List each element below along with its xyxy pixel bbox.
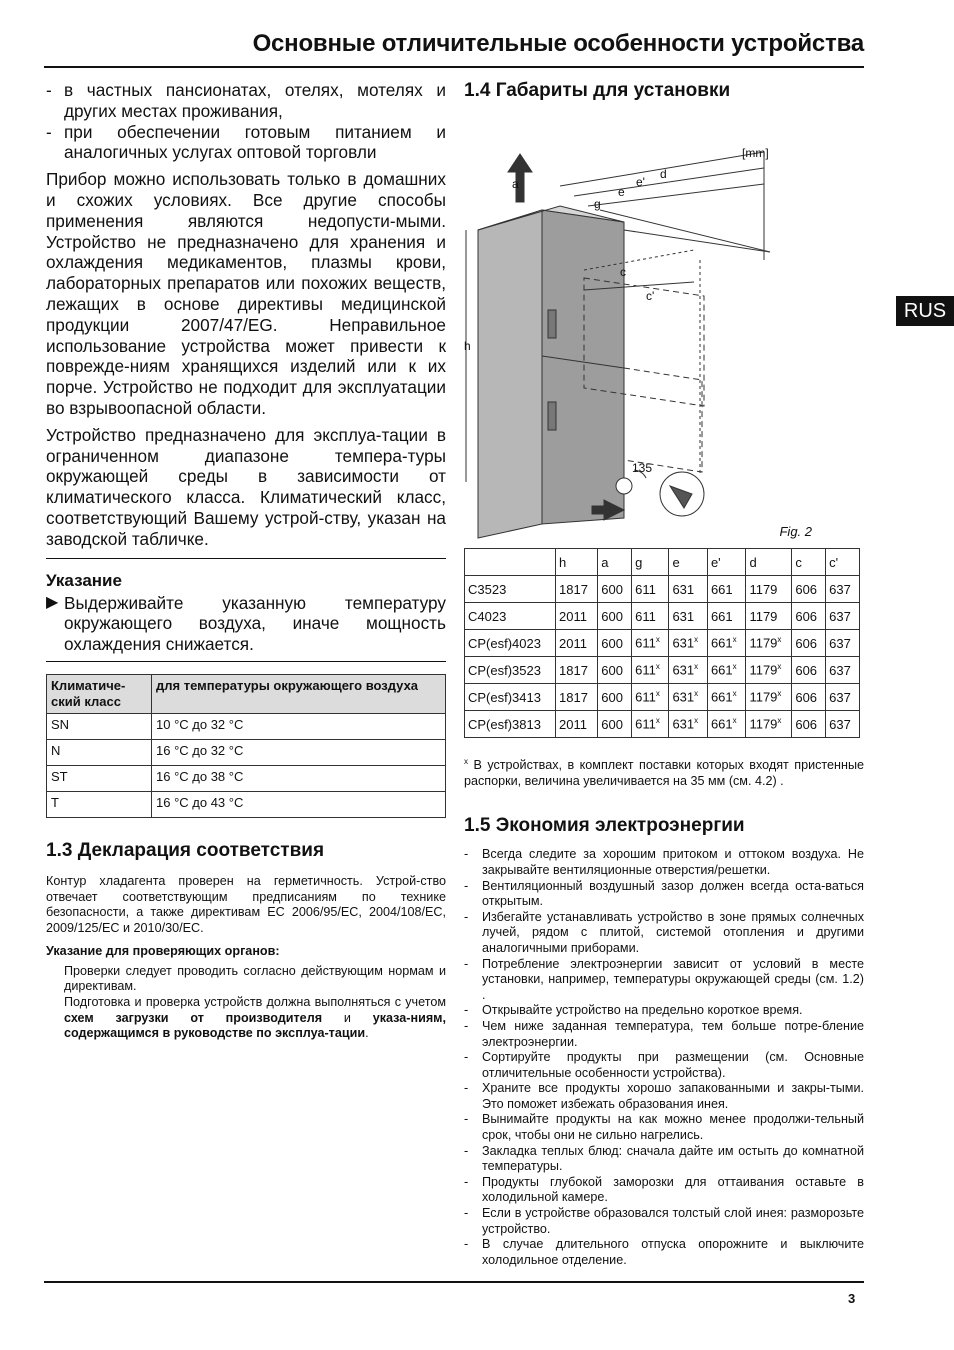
- left-column: [46, 80, 446, 1042]
- climate-paragraph: Устройство предназначено для эксплуа-тации в ограниченном диапазоне темпера-туры окружающей среды в зависимости от климатического класса. Климатический класс, соответствующий Вашему устрой-ству, указан на заводской табличке.: [46, 424, 446, 549]
- list-item: - Сортируйте продукты при размещении (см. Основные отличительные особенности устройства).: [464, 1050, 864, 1080]
- usage-paragraph: Прибор можно использовать только в домашних и схожих условиях. Все другие способы применения являются недопусти-мыми. Устройство не предназначено для хранения и охлаждения медикаментов, плазмы крови, лабораторных препаратов или похожих веществ, лежащих в основе директивы медицинской продукции 2007/47/EG. Неправильное использование устройства может привести к поврежде-ниям хранящихся изделий или к их порче. Устройство не подходит для эксплуатации во взрывоопасной области.: [46, 169, 446, 418]
- label-h: h: [464, 339, 471, 353]
- unit-label: [mm]: [742, 146, 769, 160]
- table-row: ST 16 °C до 38 °C: [47, 765, 446, 791]
- list-item: - Продукты глубокой заморозки для оттаивания оставьте в холодильной камере.: [464, 1174, 864, 1205]
- note-title: Указание: [46, 570, 122, 590]
- label-c-prime: c': [646, 289, 655, 303]
- table-header: Климатиче-ский класс: [47, 674, 152, 713]
- list-item: - в частных пансионатах, отелях, мотелях и других местах проживания,: [46, 80, 446, 121]
- divider: [46, 661, 446, 662]
- arrow-right-icon: ▶: [46, 593, 59, 611]
- table-row: N 16 °C до 32 °C: [47, 739, 446, 765]
- energy-list: [464, 847, 864, 1268]
- table-row: C3523 1817 600 611 631 661 1179 606 637: [465, 576, 860, 603]
- installation-figure: [464, 110, 864, 540]
- list-item: - Храните все продукты хорошо запакованными и закры-тыми. Это поможет избежать образования инея.: [464, 1081, 864, 1111]
- list-item: - Чем ниже заданная температура, тем больше потре-бление электроэнергии.: [464, 1018, 864, 1049]
- table-row: T 16 °C до 43 °C: [47, 791, 446, 817]
- table-row: SN 10 °C до 32 °C: [47, 713, 446, 739]
- table-header: для температуры окружающего воздуха: [152, 674, 446, 713]
- right-column: [464, 80, 864, 1268]
- list-item: - Вентиляционный воздушный зазор должен всегда оста-ваться открытым.: [464, 878, 864, 909]
- label-a: a: [512, 177, 519, 191]
- list-item: - В случае длительного отпуска опорожните и выключите холодильное отделение.: [464, 1237, 864, 1267]
- label-g: g: [594, 197, 601, 211]
- label-e: e: [618, 185, 625, 199]
- note-item: ▶ Выдерживайте указанную температуру окружающего воздуха, иначе мощность охлаждения снижается.: [46, 592, 446, 655]
- climate-table: [46, 674, 446, 818]
- divider: [46, 558, 446, 559]
- section-title-1-5: 1.5 Экономия электроэнергии: [464, 815, 745, 837]
- dimensions-table: [464, 548, 860, 738]
- list-item: - Потребление электроэнергии зависит от условий в месте установки, например, температуры окружающей среды (см. 1.2) .: [464, 956, 864, 1002]
- inspection-text: Проверки следует проводить согласно действующим нормам и директивам.: [64, 963, 446, 994]
- table-row: CP(esf)4023 2011 600 611$^x$ 631$^x$ 661$^x$ 1179$^x$ 606 637: [465, 630, 860, 657]
- label-angle: 135: [632, 461, 653, 475]
- label-d: d: [660, 167, 667, 181]
- table-row: C4023 2011 600 611 631 661 1179 606 637: [465, 603, 860, 630]
- fridge-dimension-diagram: [464, 110, 864, 540]
- list-item: - при обеспечении готовым питанием и аналогичных услугах оптовой торговли: [46, 121, 446, 163]
- page-title: Основные отличительные особенности устройства: [252, 30, 864, 57]
- list-item: - Всегда следите за хорошим притоком и оттоком воздуха. Не закрывайте вентиляционные отверстия/решетки.: [464, 847, 864, 877]
- page-number: 3: [848, 1291, 856, 1306]
- footnote: $^x$ В устройствах, в комплект поставки которых входят пристенные распорки, величина увеличивается на 35 мм (см. 4.2) .: [464, 757, 864, 788]
- section-title-1-3: 1.3 Декларация соответствия: [46, 839, 325, 861]
- list-item: - Избегайте устанавливать устройство в зоне прямых солнечных лучей, рядом с плитой, системой отопления и другими аналогичными приборами.: [464, 909, 864, 955]
- language-tab: RUS: [896, 296, 954, 326]
- inspection-text: Подготовка и проверка устройств должна выполняться с учетом схем загрузки от производителя и указа-ниям, содержащимся в руководстве по эксплуа-тации.: [64, 995, 446, 1041]
- section-title-1-4: 1.4 Габариты для установки: [464, 80, 731, 101]
- table-header-row: h a g e e' d c c': [465, 549, 860, 576]
- inspection-title: Указание для проверяющих органов:: [46, 944, 280, 959]
- label-e-prime: e': [636, 175, 645, 189]
- table-row: CP(esf)3523 1817 600 611$^x$ 631$^x$ 661$^x$ 1179$^x$ 606 637: [465, 657, 860, 684]
- label-c: c: [620, 265, 626, 279]
- table-row: CP(esf)3813 2011 600 611$^x$ 631$^x$ 661$^x$ 1179$^x$ 606 637: [465, 711, 860, 738]
- list-item: - Если в устройстве образовался толстый слой инея: разморозьте устройство.: [464, 1206, 864, 1236]
- declaration-text: Контур хладагента проверен на герметичность. Устрой-ство отвечает соответствующим предписаниям по технике безопасности, а также директивам ЕС 2006/95/EC, 2004/108/EC, 2009/125/EC и 2010/30/EC.: [46, 873, 446, 935]
- list-item: - Вынимайте продукты на как можно менее продолжи-тельный срок, чтобы они не сильно нагрелись.: [464, 1112, 864, 1143]
- title-rule: [44, 66, 864, 68]
- footer-rule: [44, 1281, 864, 1283]
- figure-caption: Fig. 2: [779, 524, 812, 539]
- list-item: - Открывайте устройство на предельно короткое время.: [464, 1003, 803, 1018]
- list-item: - Закладка теплых блюд: сначала дайте им остыть до комнатной температуры.: [464, 1143, 864, 1174]
- table-row: CP(esf)3413 1817 600 611$^x$ 631$^x$ 661$^x$ 1179$^x$ 606 637: [465, 684, 860, 711]
